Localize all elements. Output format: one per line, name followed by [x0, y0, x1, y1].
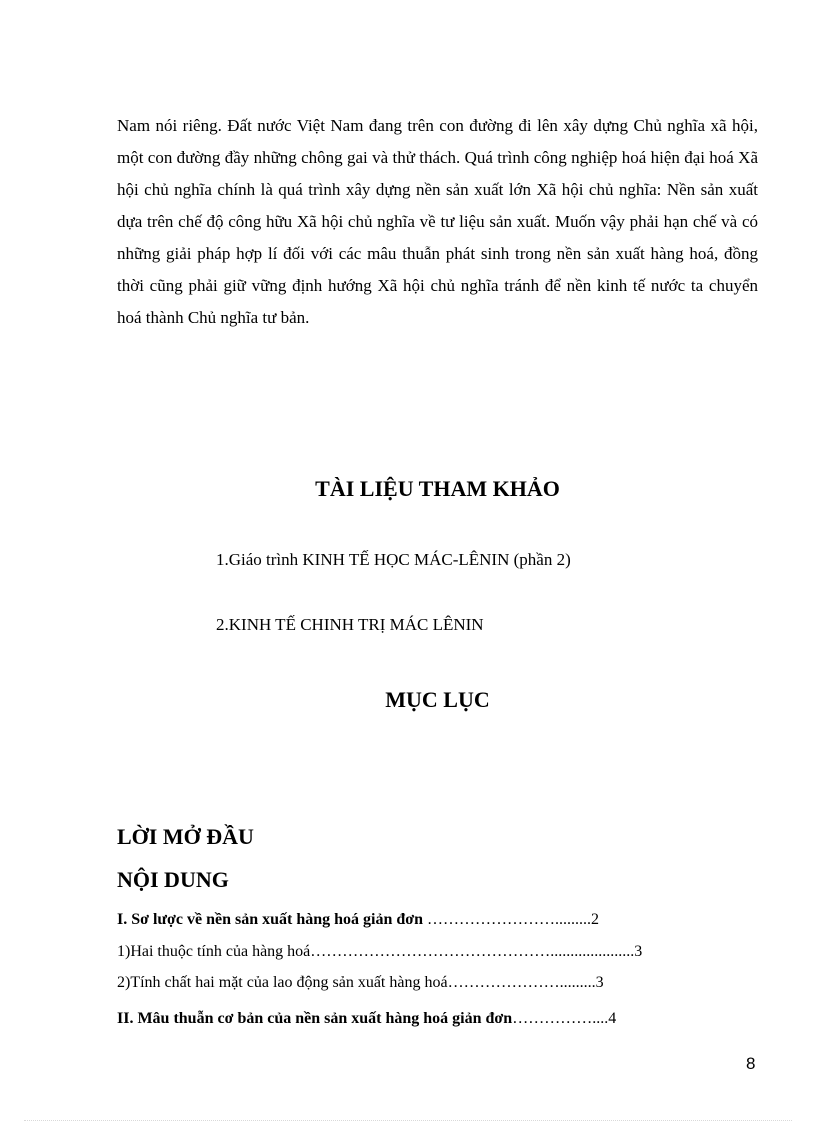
toc-page-number: 3 — [595, 974, 604, 991]
toc-page-number: 2 — [591, 911, 600, 928]
toc-leader-dots: ……………………......... — [427, 911, 592, 928]
toc-entry[interactable] — [117, 1010, 616, 1028]
toc-page-number: 3 — [634, 943, 643, 960]
content-heading: NỘI DUNG — [117, 867, 229, 892]
toc-page-number: 4 — [608, 1010, 617, 1027]
body-paragraph: Nam nói riêng. Đất nước Việt Nam đang trên con đường đi lên xây dựng Chủ nghĩa xã hội, một con đường đầy những chông gai và thử thách. Quá trình công nghiệp hoá hiện đại hoá Xã hội chủ nghĩa chính là quá trình xây dựng nền sản xuất lớn Xã hội chủ nghĩa: Nền sản xuất dựa trên chế độ công hữu Xã hội chủ nghĩa về tư liệu sản xuất. Muốn vậy phải hạn chế và có những giải pháp hợp lí đối với các mâu thuẫn phát sinh trong nền sản xuất hàng hoá, đồng thời cũng phải giữ vững định hướng Xã hội chủ nghĩa tránh để nền kinh tế nước ta chuyển hoá thành Chủ nghĩa tư bản. — [117, 116, 758, 327]
toc-entry[interactable] — [117, 911, 599, 929]
toc-entry-text: 2)Tính chất hai mặt của lao động sản xuất hàng hoá — [117, 974, 448, 991]
references-title: TÀI LIỆU THAM KHẢO — [315, 476, 560, 501]
toc-entry-text: II. Mâu thuẫn cơ bản của nền sản xuất hàng hoá giản đơn — [117, 1010, 513, 1027]
toc-entry-text: I. Sơ lược về nền sản xuất hàng hoá giản đơn — [117, 911, 428, 928]
page-divider — [24, 1120, 792, 1121]
toc-entry-text: 1)Hai thuộc tính của hàng hoá — [117, 943, 311, 960]
toc-leader-dots: …………….... — [512, 1010, 609, 1027]
toc-title: MỤC LỤC — [385, 687, 490, 712]
toc-leader-dots: …………………......... — [447, 974, 596, 991]
reference-item: 2.KINH TẾ CHINH TRỊ MÁC LÊNIN — [216, 615, 484, 634]
toc-entry[interactable] — [117, 974, 604, 992]
toc-entry[interactable] — [117, 943, 642, 961]
intro-heading: LỜI MỞ ĐẦU — [117, 824, 254, 849]
toc-leader-dots: ………………………………………..................... — [310, 943, 635, 960]
page-number: 8 — [746, 1054, 756, 1073]
reference-item: 1.Giáo trình KINH TẾ HỌC MÁC-LÊNIN (phần 2) — [216, 550, 571, 569]
